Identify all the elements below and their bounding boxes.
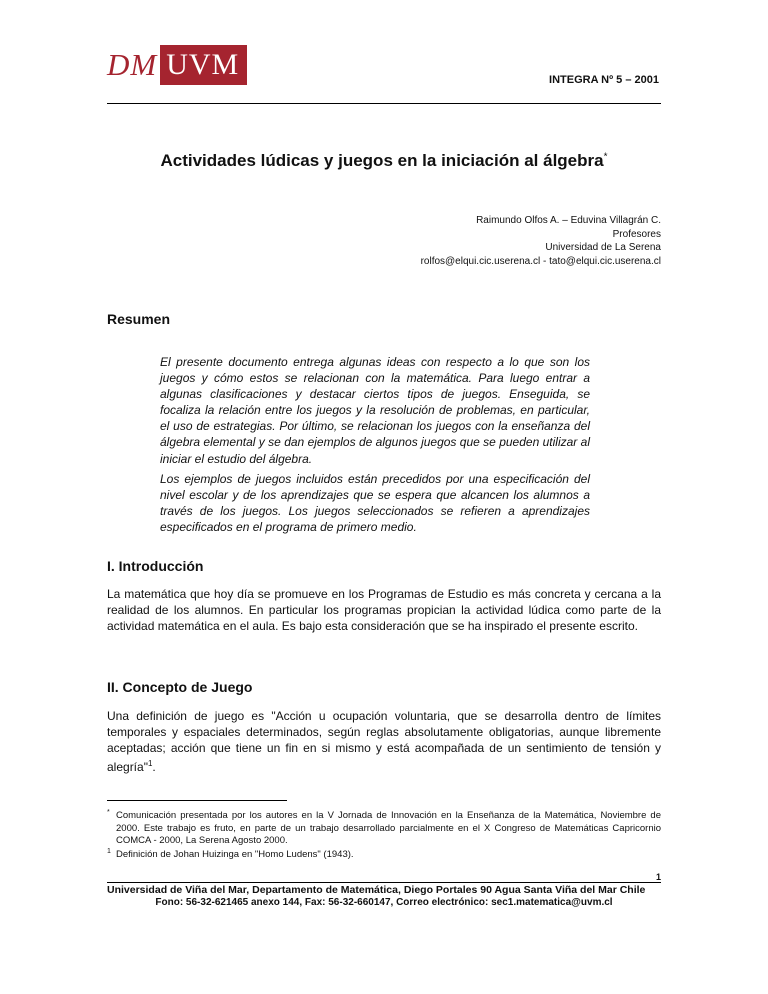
intro-paragraph: La matemática que hoy día se promueve en los Programas de Estudio es más concreta y cercana a la realidad de los alumnos. En particular los programas propician la actividad lúdica como parte de la actividad matemática en el aula. Es bajo esta consideración que se ha inspirado el presente escrito. bbox=[107, 587, 661, 634]
logo-uvm-text: UVM bbox=[160, 45, 247, 85]
author-names: Raimundo Olfos A. – Eduvina Villagrán C. bbox=[476, 215, 661, 226]
intro-heading: I. Introducción bbox=[107, 558, 204, 574]
footer-contact: Fono: 56-32-621465 anexo 144, Fax: 56-32-660147, Correo electrónico: sec1.matematica@uvm.cl bbox=[155, 897, 613, 908]
paper-title-text: Actividades lúdicas y juegos en la iniciación al álgebra bbox=[160, 151, 604, 170]
author-affiliation: Universidad de La Serena bbox=[545, 242, 661, 253]
paper-title bbox=[0, 151, 768, 171]
page-number: 1 bbox=[655, 872, 661, 882]
footnote-1 bbox=[107, 849, 661, 862]
logo-dm-text: DM bbox=[107, 47, 158, 82]
author-emails: rolfos@elqui.cic.userena.cl - tato@elqui.cic.userena.cl bbox=[420, 255, 661, 267]
footnote-1-mark: 1 bbox=[107, 847, 111, 855]
footnote-ref-1: 1 bbox=[147, 759, 153, 769]
footnotes bbox=[107, 810, 661, 862]
footnote-star-mark: * bbox=[107, 809, 110, 816]
author-block bbox=[421, 214, 661, 268]
concept-text: Una definición de juego es "Acción u ocupación voluntaria, que se desarrolla dentro de límites temporales y espaciales determinados, según reglas absolutamente obligatorias, aunque libremente aceptadas; acción que tiene un fin en si mismo y está acompañada de un sentimiento de tensión y alegría" bbox=[107, 709, 661, 775]
abstract-paragraph-1: El presente documento entrega algunas ideas con respecto a lo que son los juegos y cómo estos se relacionan con la matemática. Para luego entrar a algunas clasificaciones y destacar ciertos tipos de juegos. Enseguida, se focaliza la relación entre los juegos y la resolución de problemas, en particular, el uso de estrategias. Por último, se relacionan los juegos con la enseñanza del álgebra elemental y se dan ejemplos de algunos juegos que se pueden utilizar al iniciar el estudio del álgebra. bbox=[160, 355, 590, 466]
uvm-logo bbox=[107, 45, 247, 85]
concept-tail: . bbox=[152, 760, 156, 775]
concept-heading: II. Concepto de Juego bbox=[107, 679, 253, 695]
journal-issue: INTEGRA Nº 5 – 2001 bbox=[549, 74, 659, 86]
footer-address: Universidad de Viña del Mar, Departamento de Matemática, Diego Portales 90 Agua Santa Viña del Mar Chile bbox=[107, 884, 646, 896]
resumen-heading: Resumen bbox=[107, 311, 171, 327]
abstract-paragraph-2: Los ejemplos de juegos incluidos están precedidos por una especificación del nivel escolar y de los aprendizajes que se espera que alcancen los alumnos a través de los juegos. Los juegos seleccionados se refieren a aprendizajes especificados en el programa de primero medio. bbox=[160, 472, 590, 535]
header-rule bbox=[107, 103, 661, 104]
footnote-star bbox=[107, 810, 661, 848]
footnote-1-text: Definición de Johan Huizinga en "Homo Ludens" (1943). bbox=[116, 848, 354, 860]
concept-paragraph bbox=[107, 708, 661, 775]
author-role: Profesores bbox=[612, 228, 661, 240]
footnote-star-text: Comunicación presentada por los autores en la V Jornada de Innovación en la Enseñanza de la Matemática, Noviembre de 2000. Este trabajo es fruto, en parte de un trabajo desarrollado parcialmente en el X Congreso de Matemáticas Capricornio COMCA - 2000, La Serena Agosto 2000. bbox=[116, 810, 661, 846]
title-footnote-mark: * bbox=[603, 151, 608, 163]
footer-rule bbox=[107, 882, 661, 883]
footnote-rule bbox=[107, 800, 287, 801]
